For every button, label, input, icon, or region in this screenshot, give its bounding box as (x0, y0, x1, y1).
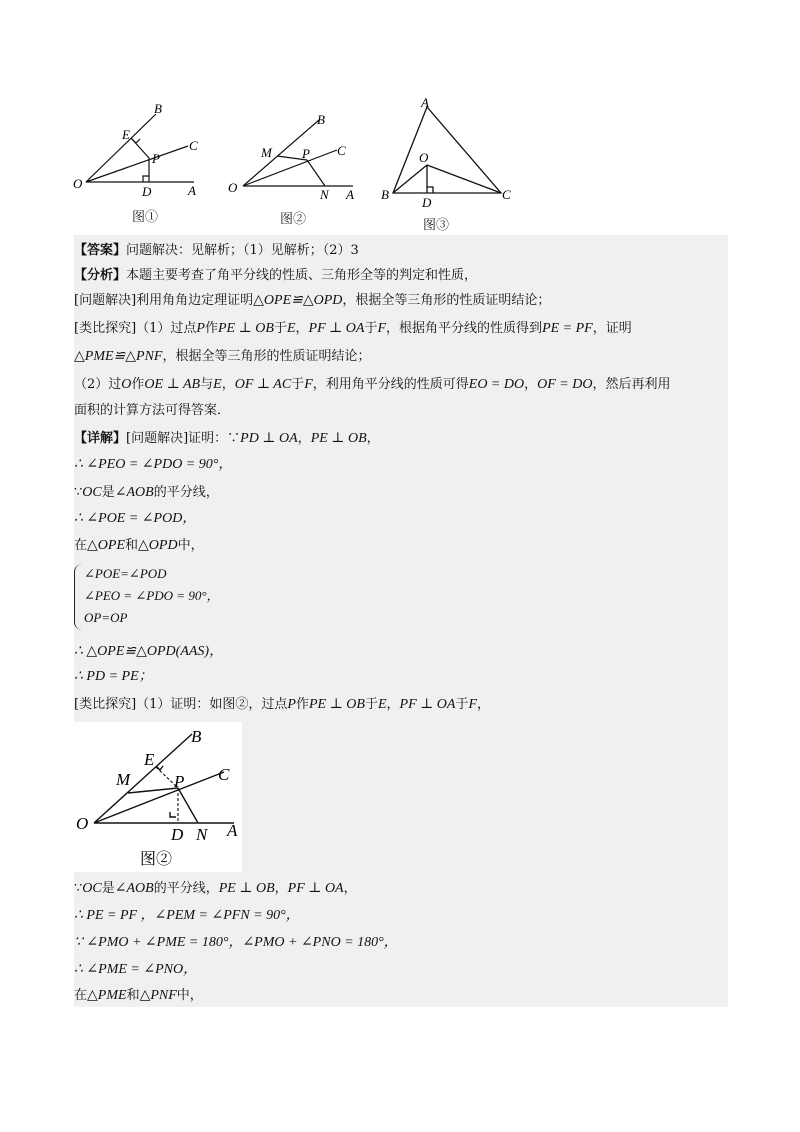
detail-line-7: ∴ PD = PE； (74, 669, 153, 684)
fig4-label-N: N (196, 825, 208, 844)
fig4-label-D: D (171, 825, 184, 844)
fig2-label-O: O (228, 180, 238, 195)
fig1-label-O: O (73, 176, 83, 191)
system-line-1: ∠POE=∠POD (84, 566, 167, 581)
analysis-line-4: △PME≌△PNF，根据全等三角形的性质证明结论； (74, 349, 371, 364)
fig4-label-C: C (218, 765, 230, 784)
detail-line-3: ∵OC是∠AOB的平分线， (74, 485, 219, 500)
figure-3 (375, 95, 525, 211)
fig2-caption: 图② (280, 212, 307, 227)
fig2-label-M: M (261, 145, 272, 160)
system-line-2: ∠PEO = ∠PDO = 90°， (84, 588, 220, 603)
detail-line-1: 【详解】[问题解决]证明：∵PD ⊥ OA，PE ⊥ OB， (74, 431, 380, 446)
fig4-caption: 图② (140, 851, 173, 868)
system-line-3: OP=OP (84, 610, 128, 625)
figure-1 (70, 100, 210, 206)
fig1-label-C: C (189, 138, 198, 153)
fig1-label-D: D (142, 184, 152, 199)
fig4-label-B: B (191, 727, 202, 746)
fig1-label-E: E (122, 127, 130, 142)
fig4-label-E: E (144, 750, 155, 769)
analysis-text: 本题主要考查了角平分线的性质、三角形全等的判定和性质， (126, 268, 478, 283)
fig2-label-C: C (337, 143, 346, 158)
detail-line-5: 在△OPE和△OPD中， (74, 538, 204, 553)
fig1-label-P: P (152, 151, 160, 166)
analysis-line-1 (74, 267, 477, 285)
fig1-caption: 图① (132, 210, 159, 225)
fig4-label-A: A (227, 821, 238, 840)
detail-tag: 【详解】 (74, 431, 127, 446)
detail-line-4: ∴ ∠POE = ∠POD， (74, 511, 197, 526)
fig3-caption: 图③ (423, 218, 450, 233)
fig2-label-B: B (317, 112, 325, 127)
fig3-label-A: A (421, 95, 429, 110)
fig3-label-O: O (419, 150, 429, 165)
fig2-label-N: N (320, 187, 329, 202)
answer-tag: 【答案】 (74, 243, 127, 258)
detail-line-2: ∴ ∠PEO = ∠PDO = 90°， (74, 457, 233, 472)
fig1-label-A: A (188, 183, 196, 198)
answer-line (74, 242, 359, 260)
fig3-label-B: B (381, 187, 389, 202)
fig1-label-B: B (154, 101, 162, 116)
figure-2 (225, 108, 365, 204)
detail-line-12: ∴ ∠PME = ∠PNO， (74, 962, 198, 977)
fig2-label-P: P (302, 146, 310, 161)
analysis-tag: 【分析】 (74, 268, 127, 283)
detail-line-8: [类比探究]（1）证明：如图②，过点P作PE ⊥ OB于E，PF ⊥ OA于F， (74, 697, 491, 712)
fig4-label-M: M (116, 770, 131, 789)
fig4-label-O: O (76, 814, 89, 833)
fig3-label-C: C (502, 187, 511, 202)
fig4-label-P: P (174, 772, 185, 791)
analysis-line-5: （2）过O作OE ⊥ AB与E，OF ⊥ AC于F，利用角平分线的性质可得EO = DO，OF = DO，然后再利用 (74, 377, 671, 392)
fig3-label-D: D (422, 195, 432, 210)
analysis-line-6: 面积的计算方法可得答案． (74, 403, 231, 418)
figure-2-inline (74, 722, 242, 872)
detail-line-10: ∴ PE = PF ，∠PEM = ∠PFN = 90°， (74, 908, 300, 923)
answer-text: 问题解决：见解析；（1）见解析；（2）3 (126, 243, 359, 258)
analysis-line-2: [问题解决]利用角角边定理证明△OPE≌△OPD，根据全等三角形的性质证明结论； (74, 293, 551, 308)
detail-line-6: ∴ △OPE≌△OPD(AAS)， (74, 644, 224, 659)
detail-line-9: ∵OC是∠AOB的平分线，PE ⊥ OB，PF ⊥ OA， (74, 881, 357, 896)
detail-line-13: 在△PME和△PNF中， (74, 988, 203, 1003)
fig2-label-A: A (346, 187, 354, 202)
equation-system-brace (74, 564, 83, 630)
detail-line-11: ∵ ∠PMO + ∠PME = 180°，∠PMO + ∠PNO = 180°， (74, 935, 398, 950)
analysis-line-3: [类比探究]（1）过点P作PE ⊥ OB于E，PF ⊥ OA于F，根据角平分线的性质得到PE = PF，证明 (74, 321, 632, 336)
